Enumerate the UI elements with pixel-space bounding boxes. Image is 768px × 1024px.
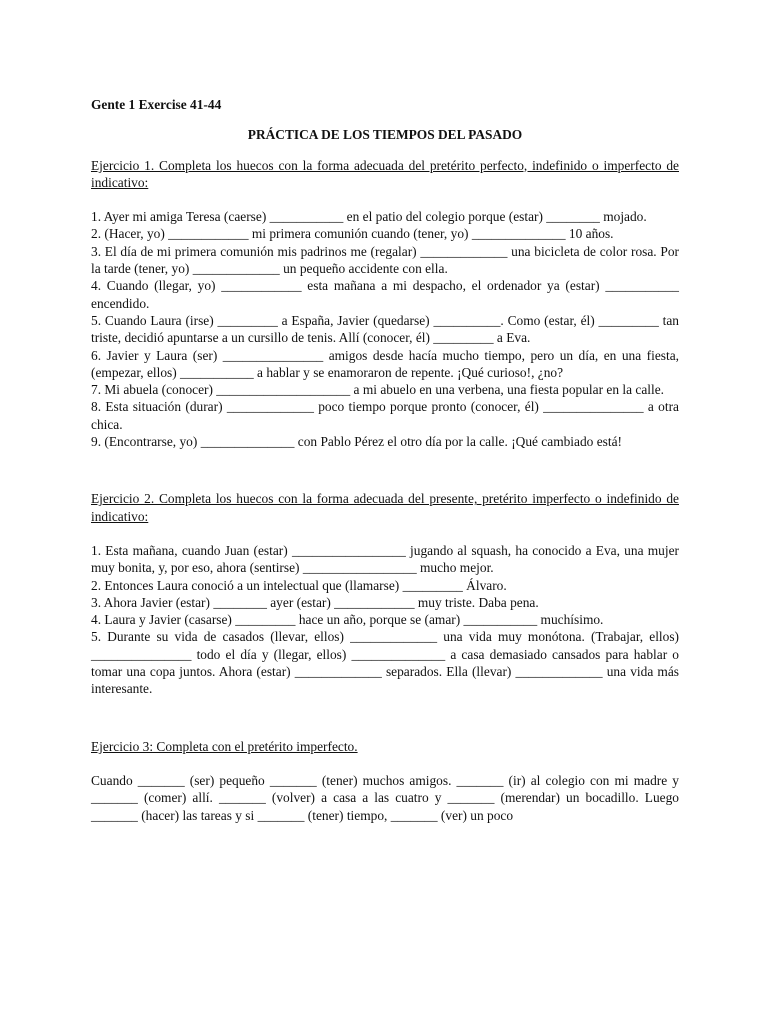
document-heading: PRÁCTICA DE LOS TIEMPOS DEL PASADO <box>247 127 523 143</box>
exercise-item: 3. Ahora Javier (estar) ________ ayer (estar) ____________ muy triste. Daba pena. <box>91 594 539 610</box>
exercise-3 <box>91 738 679 824</box>
exercise-item: 2. Entonces Laura conoció a un intelectual que (llamarse) _________ Álvaro. <box>91 577 507 593</box>
exercise-item: 7. Mi abuela (conocer) ____________________ a mi abuelo en una verbena, una fiesta popular en la calle. <box>91 382 664 398</box>
exercise-item: 4. Cuando (llegar, yo) ____________ esta mañana a mi despacho, el ordenador ya (estar) ___________ encendido. <box>91 278 679 311</box>
exercise-item: 5. Durante su vida de casados (llevar, ellos) _____________ una vida muy monótona. (Trabajar, ellos) _______________ todo el día y (llegar, ellos) ______________ a casa demasiado cansados para hablar o tomar una copa juntos. Ahora (estar) _____________ separados. Ella (llevar) _____________ una vida más interesante. <box>91 629 679 697</box>
exercise-3-paragraph: Cuando _______ (ser) pequeño _______ (tener) muchos amigos. _______ (ir) al colegio con mi madre y _______ (comer) allí. _______ (volver) a casa a las cuatro y _______ (merendar) un bocadillo. Luego _______ (hacer) las tareas y si _______ (tener) tiempo, _______ (ver) un poco <box>91 772 679 823</box>
exercise-2 <box>91 490 679 697</box>
document-label: Gente 1 Exercise 41-44 <box>91 97 222 112</box>
exercise-2-heading: Ejercicio 2. Completa los huecos con la forma adecuada del presente, pretérito imperfecto o indefinido de indicativo: <box>91 491 679 524</box>
exercise-item: 6. Javier y Laura (ser) _______________ amigos desde hacía mucho tiempo, pero un día, en una fiesta, (empezar, ellos) ___________ a hablar y se enamoraron de repente. ¡Qué curioso!, ¿no? <box>91 347 679 380</box>
exercise-item: 4. Laura y Javier (casarse) _________ hace un año, porque se (amar) ___________ muchísimo. <box>91 612 604 628</box>
exercise-item: 1. Esta mañana, cuando Juan (estar) _________________ jugando al squash, ha conocido a Eva, una mujer muy bonita, y, por eso, ahora (sentirse) _________________ mucho mejor. <box>91 542 679 576</box>
exercise-item: 1. Ayer mi amiga Teresa (caerse) ___________ en el patio del colegio porque (estar) ________ mojado. <box>91 209 647 225</box>
exercise-item: 3. El día de mi primera comunión mis padrinos me (regalar) _____________ una bicicleta de color rosa. Por la tarde (tener, yo) _____________ un pequeño accidente con ella. <box>91 243 679 277</box>
exercise-1 <box>91 157 679 451</box>
exercise-item: 2. (Hacer, yo) ____________ mi primera comunión cuando (tener, yo) ______________ 10 años. <box>91 226 614 242</box>
exercise-1-items <box>91 208 679 450</box>
exercise-item: 8. Esta situación (durar) _____________ poco tiempo porque pronto (conocer, él) _______________ a otra chica. <box>91 399 679 432</box>
exercise-3-heading: Ejercicio 3: Completa con el pretérito imperfecto. <box>91 738 358 754</box>
exercise-1-heading: Ejercicio 1. Completa los huecos con la forma adecuada del pretérito perfecto, indefinido o imperfecto de indicativo: <box>91 157 679 190</box>
exercise-2-items <box>91 542 679 698</box>
exercise-item: 9. (Encontrarse, yo) ______________ con Pablo Pérez el otro día por la calle. ¡Qué cambiado está! <box>91 434 622 450</box>
exercise-item: 5. Cuando Laura (irse) _________ a España, Javier (quedarse) __________. Como (estar, él) _________ tan triste, decidió apuntarse a un cursillo de tenis. Allí (conocer, él) _________ a Eva. <box>91 312 679 346</box>
